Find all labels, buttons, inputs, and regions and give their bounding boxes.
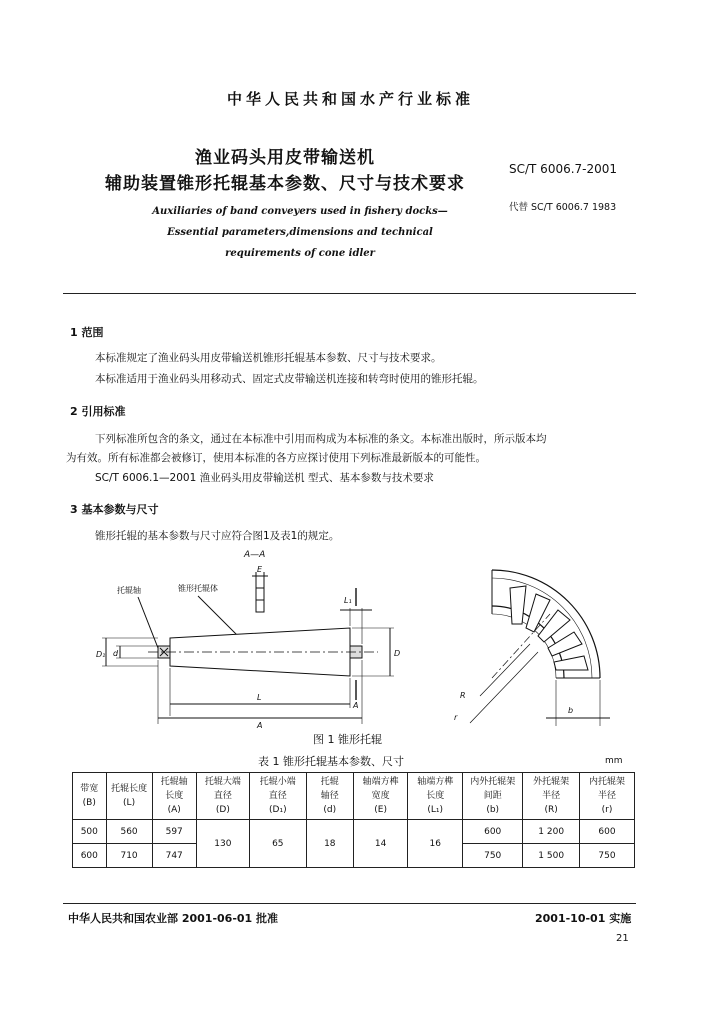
dim-D1: D₁ [96,650,106,659]
dim-b: b [568,706,574,715]
section-1-heading: 1 范围 [70,326,104,339]
approval-line: 中华人民共和国农业部 2001-06-01 批准 [68,912,279,925]
cell-B: 600 [73,844,107,868]
cell-B: 500 [73,820,107,844]
cell-r: 750 [580,844,635,868]
english-title [110,201,490,264]
cell-A: 747 [152,844,196,868]
cell-d: 18 [306,820,353,868]
dim-A: A [257,721,263,730]
header-A: 托辊轴 长度 (A) [152,773,196,820]
cell-E: 14 [353,820,407,868]
cell-L: 710 [106,844,152,868]
header-E: 轴端方榫 宽度 (E) [353,773,407,820]
table-title: 表 1 锥形托辊基本参数、尺寸 [258,755,404,768]
dim-E: E [257,565,263,574]
cone-idler-figure [60,548,640,738]
dim-L: L [257,693,262,702]
cell-D1: 65 [249,820,306,868]
cell-b: 750 [463,844,523,868]
header-B: 带宽 (B) [73,773,107,820]
section-3-heading: 3 基本参数与尺寸 [70,503,159,516]
header-R: 外托辊架 半径 (R) [523,773,580,820]
section-2-paragraph: 下列标准所包含的条文，通过在本标准中引用而构成为本标准的条文。本标准出版时，所示版本均 [95,433,547,445]
english-title-line: requirements of cone idler [225,248,375,259]
section-3-paragraph: 锥形托辊的基本参数与尺寸应符合图1及表1的规定。 [95,530,340,542]
cell-L1: 16 [408,820,463,868]
header-D: 托辊大端 直径 (D) [196,773,249,820]
section-1-paragraph: 本标准适用于渔业码头用移动式、固定式皮带输送机连接和转弯时使用的锥形托辊。 [95,373,484,385]
standard-code: SC/T 6006.7-2001 [509,162,618,176]
header-d: 托辊 轴径 (d) [306,773,353,820]
table-row [73,820,635,844]
cell-r: 600 [580,820,635,844]
cell-R: 1 500 [523,844,580,868]
header-b: 内外托辊架 间距 (b) [463,773,523,820]
footer-divider [63,903,636,904]
header-L: 托辊长度 (L) [106,773,152,820]
figure-caption: 图 1 锥形托辊 [313,733,382,746]
label-body: 锥形托辊体 [178,584,218,593]
english-title-line: Essential parameters,dimensions and technical [167,227,433,238]
page-number: 21 [616,933,629,944]
section-mark-A: A [353,701,359,710]
table-header-row [73,773,635,820]
implementation-date: 2001-10-01 实施 [535,912,632,925]
dim-R: R [460,691,466,700]
cell-R: 1 200 [523,820,580,844]
cell-b: 600 [463,820,523,844]
section-1-paragraph: 本标准规定了渔业码头用皮带输送机锥形托辊基本参数、尺寸与技术要求。 [95,352,442,364]
label-shaft: 托辊轴 [117,586,141,595]
header-r: 内托辊架 半径 (r) [580,773,635,820]
cell-L: 560 [106,820,152,844]
industry-standard-title: 中华人民共和国水产行业标准 [226,90,474,108]
section-label: A—A [244,550,266,560]
english-title-line: Auxiliaries of band conveyers used in fishery docks— [152,206,448,217]
header-D1: 托辊小端 直径 (D₁) [249,773,306,820]
cell-A: 597 [152,820,196,844]
parameters-table [72,772,635,868]
dim-D: D [394,649,401,658]
table-unit: mm [605,756,623,766]
cell-D: 130 [196,820,249,868]
reference-standard: SC/T 6006.1—2001 渔业码头用皮带输送机 型式、基本参数与技术要求 [95,472,434,484]
dim-d: d [113,649,119,658]
header-L1: 轴端方榫 长度 (L₁) [408,773,463,820]
cone-rollers-on-frame [510,586,588,670]
section-2-heading: 2 引用标准 [70,405,126,418]
section-2-paragraph: 为有效。所有标准都会被修订，使用本标准的各方应探讨使用下列标准最新版本的可能性。 [66,452,486,464]
dim-L1: L₁ [344,596,352,605]
header-divider [63,293,636,294]
dim-r: r [454,713,458,722]
title-line-2: 辅助装置锥形托辊基本参数、尺寸与技术要求 [105,174,465,194]
replaces-code: 代替 SC/T 6006.7 1983 [509,202,617,213]
title-line-1: 渔业码头用皮带输送机 [195,148,375,168]
